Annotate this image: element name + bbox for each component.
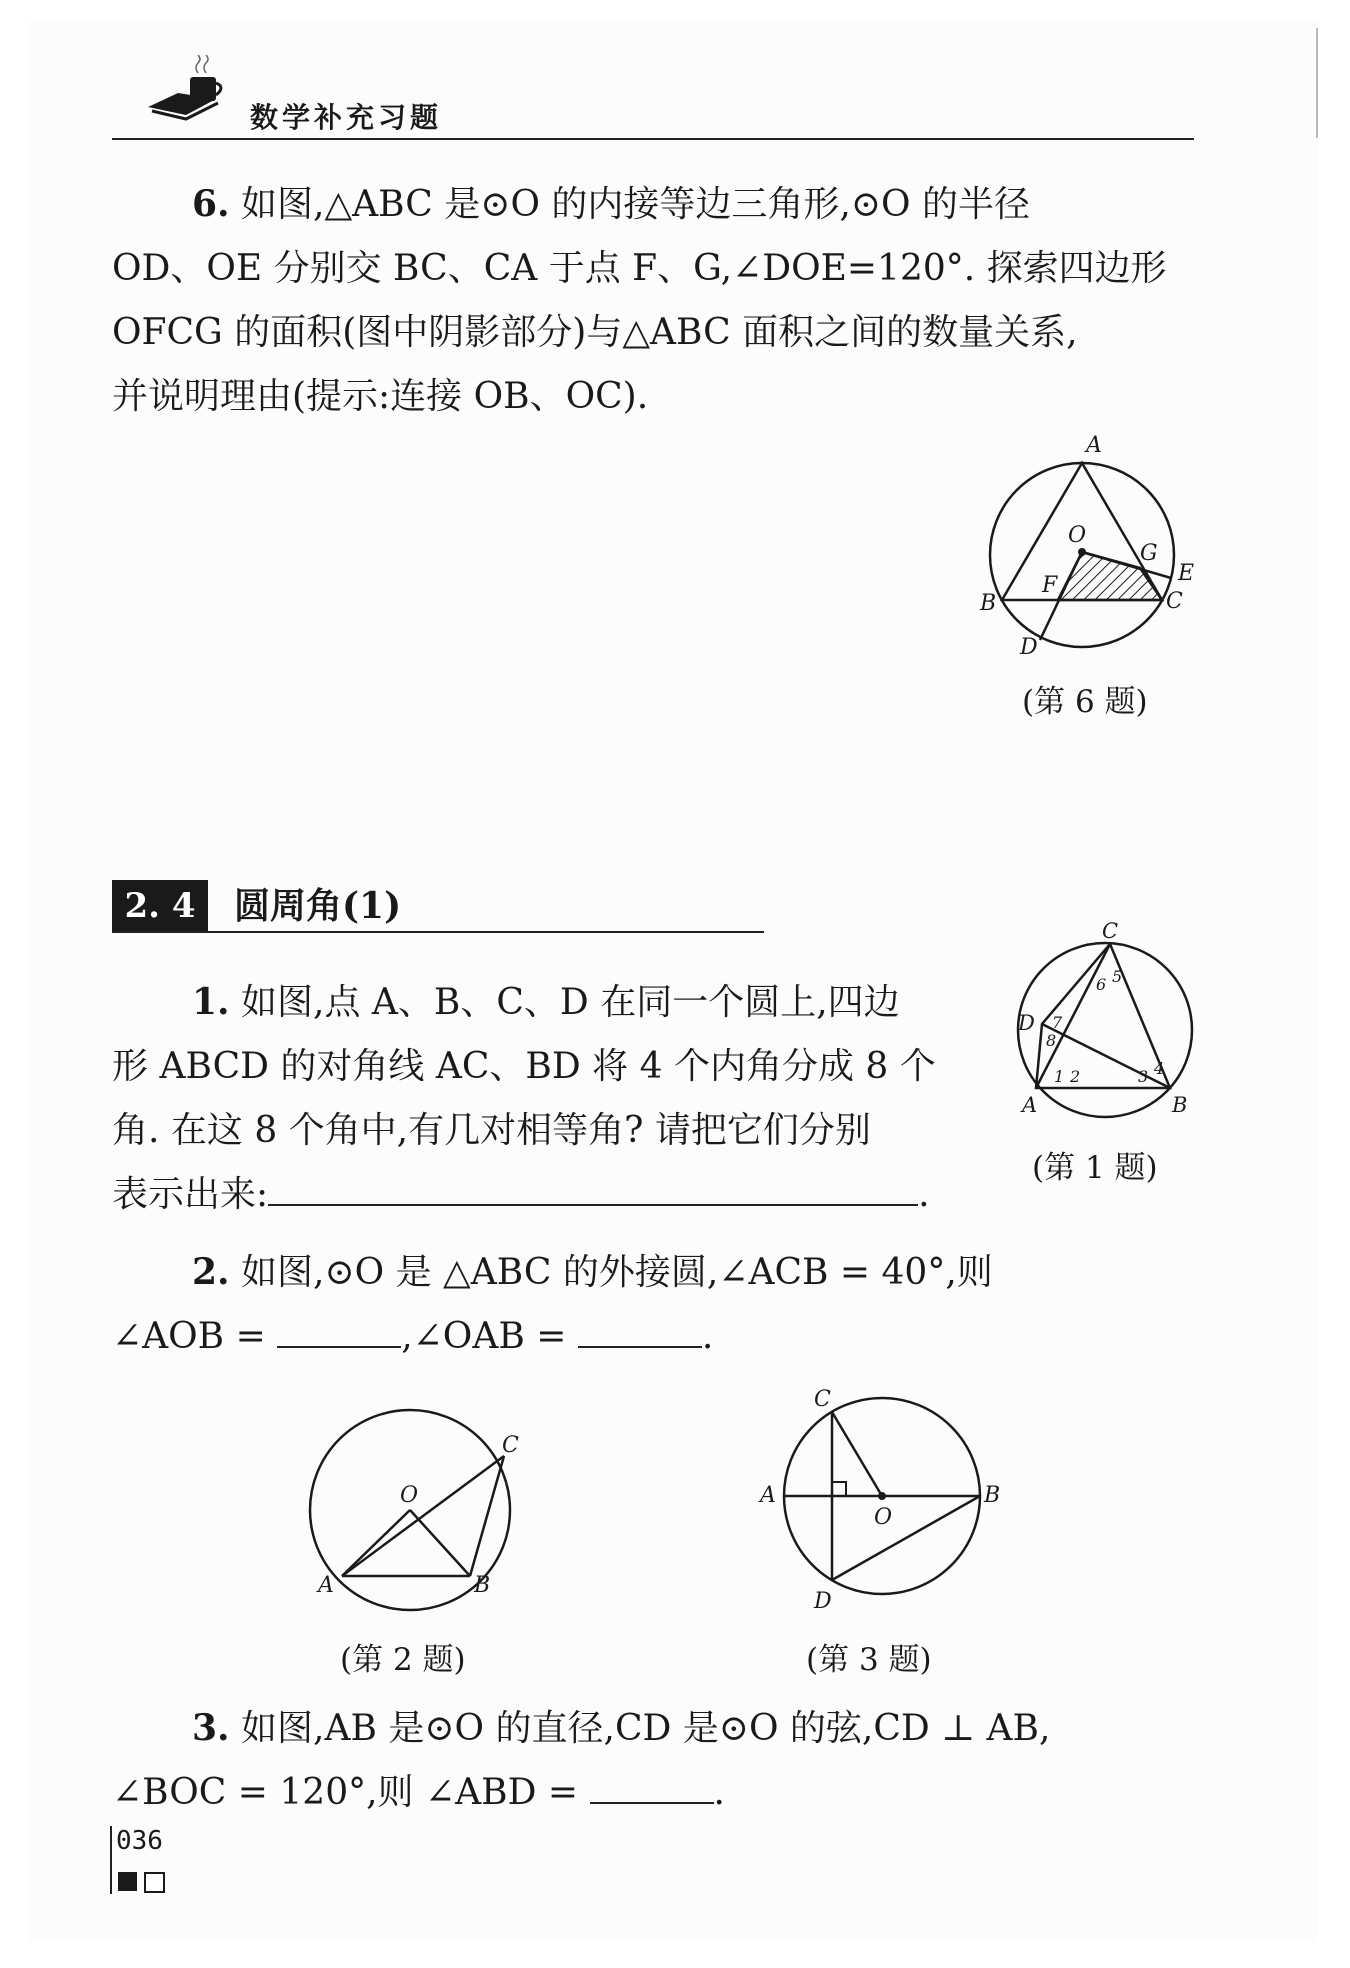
problem-3-end-mark: . — [713, 1772, 725, 1813]
label-b: B — [984, 1483, 1001, 1508]
section-number: 2. 4 — [112, 880, 208, 932]
problem-2-end-mark: . — [701, 1316, 714, 1357]
segment-oc — [832, 1412, 882, 1496]
problem-1-answer-blank[interactable] — [268, 1168, 918, 1206]
problem-6-line-2: OD、OE 分别交 BC、CA 于点 F、G,∠DOE=120°. 探索四边形 — [112, 248, 1167, 289]
label-a: A — [1086, 433, 1102, 458]
angle-4-label: 4 — [1154, 1059, 1165, 1078]
label-c: C — [814, 1387, 831, 1412]
problem-3-line-1: 如图,AB 是⊙O 的直径,CD 是⊙O 的弦,CD ⊥ AB, — [241, 1708, 1051, 1749]
angle-2-label: 2 — [1070, 1067, 1081, 1086]
header-title: 数学补充习题 — [250, 101, 443, 134]
label-a: A — [318, 1573, 334, 1598]
label-o: O — [400, 1483, 419, 1508]
angle-3-label: 3 — [1138, 1067, 1149, 1086]
segment-ao — [342, 1510, 410, 1576]
problem-3-number: 3. — [192, 1707, 230, 1749]
angle-7-label: 7 — [1052, 1013, 1063, 1032]
problem-1-caption: (第 1 题) — [1032, 1150, 1158, 1186]
problem-6-number: 6. — [192, 183, 230, 225]
problem-1-line-1: 如图,点 A、B、C、D 在同一个圆上,四边 — [241, 982, 900, 1023]
problem-3-line-2: ∠BOC = 120°,则 ∠ABD = — [112, 1772, 579, 1813]
center-point — [878, 1492, 886, 1500]
circle — [1018, 943, 1192, 1117]
label-e: E — [1178, 561, 1195, 586]
label-d: D — [814, 1589, 832, 1614]
side-ac — [342, 1456, 504, 1576]
label-b: B — [980, 591, 997, 616]
problem-6-line-4: 并说明理由(提示:连接 OB、OC). — [112, 376, 649, 417]
label-a: A — [760, 1483, 776, 1508]
problem-1-figure — [990, 922, 1210, 1122]
problem-2-number: 2. — [192, 1251, 230, 1293]
header-rule — [112, 138, 1194, 140]
problem-6-line-3: OFCG 的面积(图中阴影部分)与△ABC 面积之间的数量关系, — [112, 312, 1078, 353]
label-d: D — [1018, 1011, 1035, 1035]
label-d: D — [1020, 635, 1038, 660]
angle-8-label: 8 — [1046, 1031, 1057, 1050]
problem-2-caption: (第 2 题) — [340, 1642, 466, 1678]
segment-bo — [410, 1510, 470, 1576]
section-title: 圆周角(1) — [234, 885, 402, 927]
label-o: O — [874, 1505, 893, 1530]
label-c: C — [1102, 922, 1119, 943]
problem-1-line-2: 形 ABCD 的对角线 AC、BD 将 4 个内角分成 8 个 — [112, 1046, 936, 1087]
problem-1-line-4: 表示出来: — [112, 1174, 269, 1215]
books-and-cup-icon — [138, 55, 238, 125]
problem-1-line-3: 角. 在这 8 个角中,有几对相等角? 请把它们分别 — [112, 1110, 871, 1151]
label-b: B — [474, 1573, 491, 1598]
problem-2-answer-blank-2[interactable] — [578, 1310, 702, 1348]
problem-2-text — [112, 1240, 1194, 1369]
problem-2-answer-blank-1[interactable] — [277, 1310, 401, 1348]
label-a: A — [1022, 1093, 1038, 1117]
problem-6-line-1: 如图,△ABC 是⊙O 的内接等边三角形,⊙O 的半径 — [241, 184, 1030, 225]
label-g: G — [1140, 541, 1158, 566]
problem-1-text — [112, 970, 972, 1227]
empty-square-icon — [144, 1872, 165, 1893]
problem-6-caption: (第 6 题) — [1022, 684, 1148, 720]
problem-2-line-2b: ,∠OAB = — [401, 1316, 567, 1357]
problem-3-answer-blank[interactable] — [590, 1766, 714, 1804]
label-b: B — [1172, 1093, 1188, 1117]
problem-1-end-mark: . — [918, 1174, 930, 1215]
problem-2-figure — [290, 1392, 530, 1612]
center-point — [1078, 548, 1086, 556]
problem-2-line-2a: ∠AOB = — [112, 1316, 266, 1357]
right-angle-mark — [832, 1482, 846, 1496]
problem-3-figure — [752, 1384, 1012, 1614]
label-c: C — [502, 1433, 519, 1458]
section-rule — [112, 931, 764, 933]
label-c: C — [1166, 589, 1183, 614]
page-edge-line — [1316, 28, 1318, 138]
angle-5-label: 5 — [1112, 967, 1123, 986]
segment-bd — [832, 1496, 980, 1580]
problem-2-line-1: 如图,⊙O 是 △ABC 的外接圆,∠ACB = 40°,则 — [241, 1252, 993, 1293]
problem-3-caption: (第 3 题) — [806, 1642, 932, 1678]
page-number: 036 — [116, 1826, 163, 1856]
label-o: O — [1068, 523, 1087, 548]
problem-6-text — [112, 172, 1194, 429]
label-f: F — [1042, 573, 1058, 598]
angle-1-label: 1 — [1054, 1067, 1065, 1086]
problem-1-number: 1. — [192, 981, 230, 1023]
problem-3-text — [112, 1696, 1194, 1825]
problem-6-figure — [970, 430, 1210, 660]
filled-square-icon — [118, 1872, 137, 1891]
footer-bar — [110, 1826, 112, 1894]
angle-6-label: 6 — [1096, 975, 1107, 994]
